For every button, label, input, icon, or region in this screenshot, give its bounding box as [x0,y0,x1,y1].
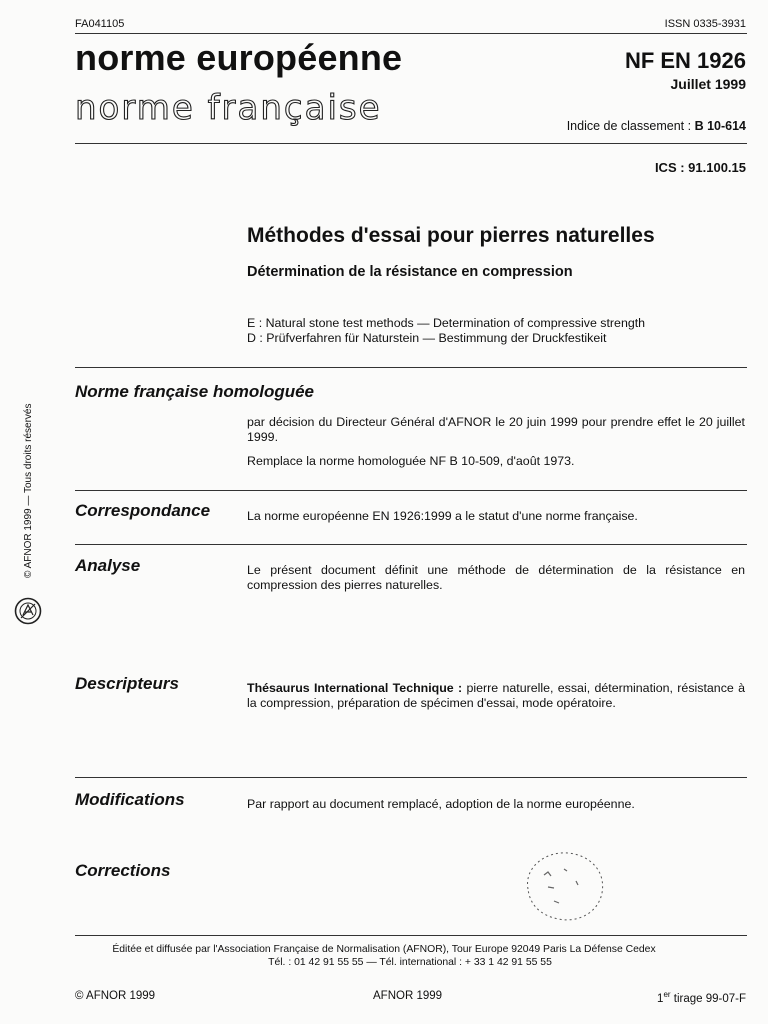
german-title: D : Prüfverfahren für Naturstein — Bestimmung der Druckfestikeit [247,331,607,345]
rule-before-correspondance [75,490,747,491]
classification-label: Indice de classement : [566,119,695,133]
document-subtitle: Détermination de la résistance en compression [247,264,573,280]
rule-before-analyse [75,544,747,545]
footer-copyright: © AFNOR 1999 [75,990,156,1002]
section-homologuee-replaces: Remplace la norme homologuée NF B 10-509, d'août 1973. [247,454,575,468]
standard-date: Juillet 1999 [670,76,746,92]
classification-value: B 10-614 [694,119,746,133]
section-analyse-text: Le présent document définit une méthode de détermination de la résistance en compression des pierres naturelles. [247,563,745,592]
printing-number: 1 [657,992,664,1005]
document-title: Méthodes d'essai pour pierres naturelles [247,224,655,247]
section-homologuee-label: Norme française homologuée [75,382,315,401]
section-corrections-label: Corrections [75,861,171,880]
descripteurs-thesaurus-label: Thésaurus International Technique : [247,681,463,695]
rule-before-homologuee [75,367,747,368]
publisher-line: Éditée et diffusée par l'Association Française de Normalisation (AFNOR), Tour Europe 92049 Paris La Défense Cedex [112,944,656,955]
document-code: FA041105 [75,18,125,30]
title-norme-francaise: norme française [75,88,382,128]
ics-code: ICS : 91.100.15 [654,160,746,175]
descripteurs-keywords: pierre naturelle, essai, détermination, résistance à la compression, préparation de spécimen d'essai, mode opératoire. [247,681,745,710]
vertical-copyright: © AFNOR 1999 — Tous droits réservés [23,403,34,578]
section-descripteurs-label: Descripteurs [75,674,179,693]
printing-ordinal: er [663,990,671,999]
library-stamp [518,845,610,925]
footer-center: AFNOR 1999 [373,990,443,1002]
header-rule-bottom [75,143,747,144]
printing-text: tirage 99-07-F [670,992,746,1005]
section-descripteurs-text [247,681,745,711]
section-homologuee-text: par décision du Directeur Général d'AFNOR le 20 juin 1999 pour prendre effet le 20 juillet 1999. [247,415,745,444]
section-correspondance-text: La norme européenne EN 1926:1999 a le statut d'une norme française. [247,509,638,523]
rule-before-modifications [75,777,747,778]
english-title: E : Natural stone test methods — Determination of compressive strength [247,316,646,330]
afnor-seal-icon [14,597,42,625]
footer-printing [657,990,746,1005]
publisher-phone: Tél. : 01 42 91 55 55 — Tél. international : + 33 1 42 91 55 55 [268,957,552,968]
section-analyse-label: Analyse [75,556,141,575]
section-modifications-text: Par rapport au document remplacé, adoption de la norme européenne. [247,797,635,811]
header-rule-top [75,33,747,34]
classification-index [567,119,746,133]
title-norme-europeenne: norme européenne [75,37,403,78]
section-correspondance-label: Correspondance [75,501,211,520]
footer-rule [75,935,747,936]
section-modifications-label: Modifications [75,790,185,809]
standard-number: NF EN 1926 [624,48,746,73]
issn: ISSN 0335-3931 [664,18,746,30]
